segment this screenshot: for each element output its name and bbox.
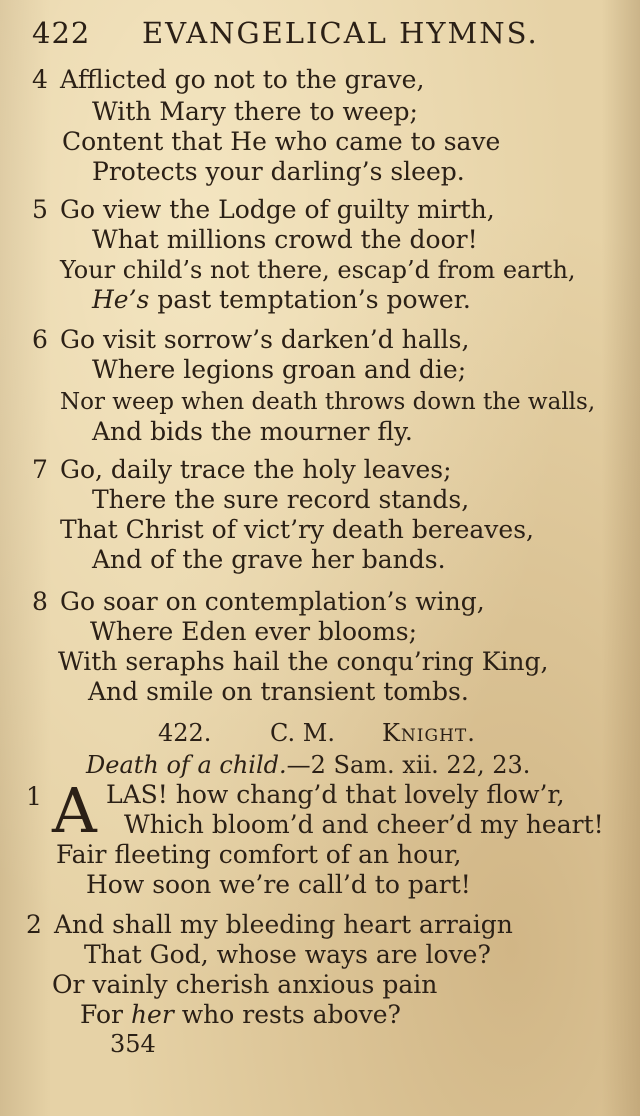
drop-cap: A: [52, 774, 97, 847]
verse-number: 4: [32, 65, 48, 94]
verse-line: Which bloom’d and cheer’d my heart!: [124, 810, 604, 839]
hymn-subject-line: [86, 750, 530, 780]
verse-line: [80, 1000, 401, 1030]
verse-line: Afflicted go not to the grave,: [60, 65, 425, 94]
line-text: past temptation’s power.: [157, 285, 471, 314]
verse-line: Protects your darling’s sleep.: [92, 157, 465, 186]
verse-line: Go soar on contemplation’s wing,: [60, 587, 485, 616]
hymn-meter: C. M.: [270, 719, 335, 747]
verse-line: Go, daily trace the holy leaves;: [60, 455, 452, 484]
running-title: EVANGELICAL HYMNS.: [142, 16, 539, 50]
line-text: For: [80, 1000, 123, 1029]
verse-line: Where Eden ever blooms;: [90, 617, 418, 646]
verse-line: With seraphs hail the conqu’ring King,: [58, 647, 549, 676]
verse-line: There the sure record stands,: [92, 485, 470, 514]
verse-number: 8: [32, 587, 48, 616]
verse-line: Your child’s not there, escap’d from earth,: [60, 256, 576, 284]
verse-line: How soon we’re call’d to part!: [86, 870, 471, 899]
verse-line: And shall my bleeding heart arraign: [54, 910, 513, 939]
verse-number: 5: [32, 195, 48, 224]
verse-number: 6: [32, 325, 48, 354]
verse-number: 7: [32, 455, 48, 484]
verse-line: That Christ of vict’ry death bereaves,: [60, 515, 534, 544]
verse-number: 2: [26, 910, 42, 939]
hymn-tune: Knight.: [382, 719, 476, 747]
verse-line: With Mary there to weep;: [92, 97, 418, 126]
page-number: 422: [32, 16, 91, 50]
verse-number: 1: [26, 782, 42, 811]
verse-line: LAS! how chang’d that lovely flow’r,: [106, 780, 565, 809]
verse-line: Content that He who came to save: [62, 127, 501, 156]
scripture-reference: —2 Sam. xii. 22, 23.: [286, 751, 531, 779]
verse-line: Go visit sorrow’s darken’d halls,: [60, 325, 470, 354]
verse-line: Nor weep when death throws down the walls,: [60, 389, 596, 415]
verse-line: Or vainly cherish anxious pain: [52, 970, 438, 999]
signature-mark: 354: [110, 1030, 156, 1058]
verse-line: Fair fleeting comfort of an hour,: [56, 840, 462, 869]
verse-line: Where legions groan and die;: [92, 355, 467, 384]
verse-line: And smile on transient tombs.: [88, 677, 469, 706]
verse-line: That God, whose ways are love?: [84, 940, 491, 969]
hymn-subject: Death of a child.: [86, 751, 287, 779]
hymn-number: 422.: [158, 719, 212, 747]
italic-word: her: [130, 1000, 174, 1029]
verse-line: And of the grave her bands.: [92, 545, 446, 574]
verse-line: [92, 285, 471, 315]
line-text: who rests above?: [181, 1000, 401, 1029]
page-header: [30, 10, 630, 50]
verse-line: And bids the mourner fly.: [92, 417, 413, 446]
italic-word: He’s: [92, 285, 150, 314]
verse-line: What millions crowd the door!: [92, 225, 478, 254]
verse-line: Go view the Lodge of guilty mirth,: [60, 195, 495, 224]
